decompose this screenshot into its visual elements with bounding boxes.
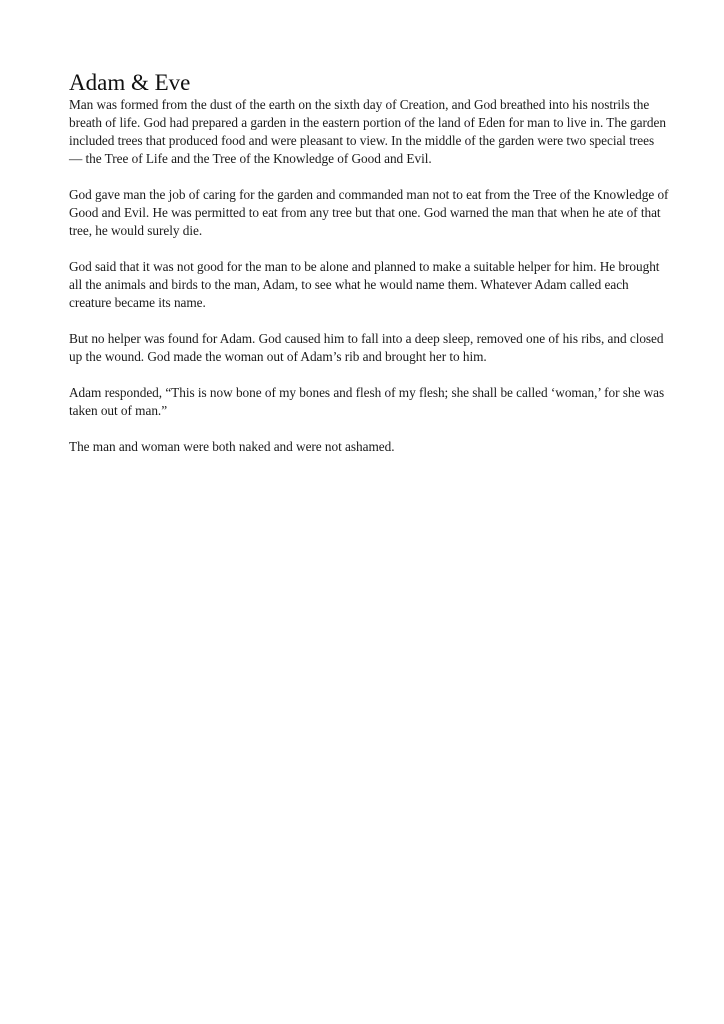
paragraph-command: God gave man the job of caring for the garden and commanded man not to eat from the Tree of the Knowledge of Good and Evil. He was permitted to eat from any tree but that one. God warned the man that when he ate of that tree, he would surely die. (69, 187, 669, 238)
paragraph-naming-animals: God said that it was not good for the man to be alone and planned to make a suitable helper for him. He brought all the animals and birds to the man, Adam, to see what he would name them. Whatever Adam called each creature became its name. (69, 259, 660, 310)
paragraph-creation-of-woman: But no helper was found for Adam. God caused him to fall into a deep sleep, removed one of his ribs, and closed up the wound. God made the woman out of Adam’s rib and brought her to him. (69, 331, 664, 364)
paragraph-not-ashamed: The man and woman were both naked and were not ashamed. (69, 439, 395, 454)
document-page (69, 71, 669, 474)
paragraph-creation-of-man: Man was formed from the dust of the earth on the sixth day of Creation, and God breathed into his nostrils the breath of life. God had prepared a garden in the eastern portion of the land of Eden for man to live in. The garden included trees that produced food and were pleasant to view. In the middle of the garden were two special trees — the Tree of Life and the Tree of the Knowledge of Good and Evil. (69, 97, 666, 166)
document-title: Adam & Eve (69, 70, 191, 95)
paragraph-adam-response: Adam responded, “This is now bone of my bones and flesh of my flesh; she shall be called ‘woman,’ for she was taken out of man.” (69, 385, 665, 418)
